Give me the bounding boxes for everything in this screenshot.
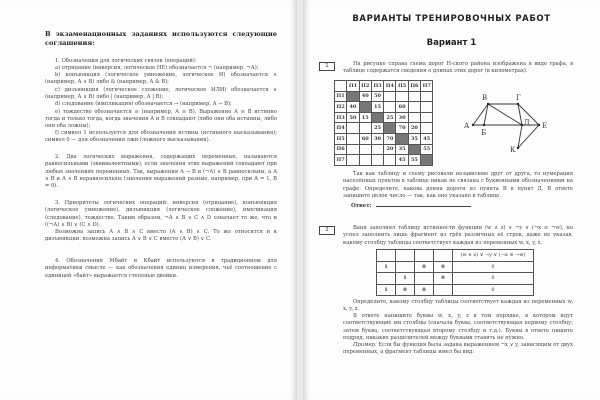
table-cell [396,250,415,262]
node-label-g: Г [516,94,521,102]
table-cell: П6 [335,144,347,155]
section-1b: b) конъюнкция (логическое умножение, логическое И) обозначается ∧ (например, А ∧ В) либо & (например, А & В); [45,72,277,86]
table-cell [384,91,396,102]
table-cell: 55 [421,144,433,155]
table-cell: 20 [384,144,396,155]
table-row [335,91,433,102]
table-cell: 0 [453,284,534,296]
table-cell [377,250,396,262]
table-cell: П3 [335,112,347,123]
table-cell: 20 [408,123,420,134]
table-cell: 60 [396,102,408,113]
node-label-v: В [482,94,488,102]
section-1f: f) символ 1 используется для обозначения истины (истинного высказывания); символ 0 — для обозначения лжи (ложного высказывания). [45,130,277,144]
task1-text: На рисунке справа схема дорог Н-ского района изображена в виде графа, в таблице содержатся сведения о длинах этих дорог (в километрах). [343,61,573,75]
table-cell: 0 [434,273,453,285]
table-row [335,102,433,113]
table-cell: 0 [453,273,534,285]
table-cell: П6 [408,81,420,92]
table-row [377,284,534,296]
table-cell [408,144,420,155]
table-cell: П7 [335,155,347,166]
table-cell: П1 [347,81,359,92]
node-label-d: Д [524,119,530,127]
table-cell [347,155,359,166]
table-cell: 1 [396,273,415,285]
node-label-k: К [510,146,516,154]
table-cell [347,123,359,134]
table-cell: П3 [371,81,383,92]
section-1e: e) тождество обозначается ≡ (например, А ≡ В). Выражение А ≡ В истинно тогда и только тогда, когда значения А и В совпадают (либо они оба истинны, либо они оба ложны); [45,108,277,130]
table-cell: 40 [359,91,371,102]
table-row [377,261,534,273]
table-cell: 45 [421,133,433,144]
table-cell: П7 [421,81,433,92]
table-cell [347,144,359,155]
section-1-title: 1. Обозначения для логических связок (операций): [55,58,197,64]
table-cell [371,144,383,155]
table-cell: П2 [359,81,371,92]
road-lengths-table [334,80,433,166]
section-2: 2. Два логических выражения, содержащих переменные, называются равносильными (эквивалентными), если значения этих выражений совпадают при любых значениях переменных. Так, выражения А → В и (¬А) ∨ В равносильны, а А ∨ В и А ∧ В неравносильны (значения выражений разные, например, при А = 1, В = 0). [45,154,277,190]
table-cell [396,261,415,273]
table-cell [415,250,434,262]
table-cell [408,112,420,123]
table-cell [359,144,371,155]
table-header-row [377,250,534,262]
table-cell: П4 [335,123,347,134]
table-cell: 40 [347,102,359,113]
task2-text: Ваня заполнял таблицу истинности функции (w ∧ z) ∨ ¬y ∨ (¬x ≡ ¬w), но успел заполнить лишь фрагмент из трёх различных её строк, даже не указав, какому столбцу таблицы соответствует каждая из переменных w, x, y, z. [343,225,573,246]
table-row [335,144,433,155]
section-1a: a) отрицание (инверсия, логическое НЕ) обозначается ¬ (например, ¬А); [55,65,259,71]
section-header: ВАРИАНТЫ ТРЕНИРОВОЧНЫХ РАБОТ [352,14,551,24]
table-cell [415,273,434,285]
table-cell [384,123,396,134]
section-4: 4. Обозначения Мбайт и Кбайт используются в традиционном для информатики смысле — как обозначения единиц измерения, чьё соотношение с единицей «байт» выражается степенью двойки. [45,258,277,279]
road-graph [440,80,580,170]
table-cell: 0 [415,284,434,296]
table-row [377,273,534,285]
table-cell: 45 [396,155,408,166]
table-cell [421,102,433,113]
table-cell [384,102,396,113]
table-cell: 15 [359,112,371,123]
table-cell: 70 [396,123,408,134]
answer-line[interactable] [376,206,471,207]
table-cell: 35 [396,144,408,155]
table-cell: 25 [384,112,396,123]
table-cell: 55 [408,155,420,166]
truth-table [376,249,534,296]
table-cell [421,123,433,134]
section-3-note: Возможна запись А ∧ В ∧ С вместо (А ∧ В) ∧ С. То же относится и к дизъюнкции: возможна запись А ∨ В ∨ С вместо (А ∨ В) ∨ С. [45,229,277,243]
node-label-e: Е [542,122,548,130]
table-cell [335,81,347,92]
table-cell [384,155,396,166]
table-row [335,155,433,166]
table-cell [396,91,408,102]
table-cell [421,155,433,166]
table-cell: 70 [384,133,396,144]
node-label-b: Б [481,129,487,137]
table-cell: 30 [371,133,383,144]
table-cell [359,155,371,166]
table-cell: 50 [371,91,383,102]
function-header: (w ∧ z) ∨ ¬y ∨ (¬x ≡ ¬w) [453,250,534,262]
table-cell: 50 [347,112,359,123]
table-cell: П4 [384,81,396,92]
table-cell: 1 [377,261,396,273]
task2-para1: Определите, какому столбцу таблицы соответствует каждая из переменных w, x, y, z. [343,299,573,313]
table-cell: 30 [396,112,408,123]
table-cell: 0 [434,261,453,273]
answer-label: Ответ: [351,203,372,209]
table-cell [359,102,371,113]
table-cell: 0 [415,261,434,273]
task2-example [343,342,573,357]
table-cell [421,91,433,102]
answer-field[interactable] [351,203,471,209]
table-cell [377,273,396,285]
conventions-intro: В экзаменационных заданиях используются следующие соглашения: [45,30,277,47]
table-row [335,123,433,134]
table-cell [371,112,383,123]
table-cell: 1 [377,284,396,296]
left-page [0,0,297,400]
table-cell [396,133,408,144]
table-cell: П5 [335,133,347,144]
table-cell [347,133,359,144]
table-cell [434,284,453,296]
table-header-row [335,81,433,92]
table-cell: 0 [453,261,534,273]
variant-title: Вариант 1 [426,38,477,48]
section-3: 3. Приоритеты логических операций: инверсия (отрицание), конъюнкция (логическое умножение), дизъюнкция (логическое сложение), импликация (следование), тождество. Таким образом, ¬А ∧ В ∨ С ∧ D означает то же, что и ((¬А) ∧ В) ∨ (С ∧ D). [45,200,277,228]
table-cell: 15 [371,102,383,113]
table-cell: П1 [335,91,347,102]
table-cell [347,91,359,102]
table-cell [408,91,420,102]
section-1d: d) следование (импликация) обозначается → (например, А → В); [55,101,232,107]
table-cell [371,155,383,166]
table-cell: 25 [371,123,383,134]
task-number-badge: 1 [319,62,335,71]
task2-para2: В ответе напишите буквы w, x, y, z в том порядке, в котором идут соответствующие им столбцы (сначала буква, соответствующая первому столбцу; затем буква, соответствующая второму столбцу и т.д.). Буквы в ответе пишите подряд, никаких разделителей между буквами ставить не нужно. [343,313,573,341]
section-1c: c) дизъюнкция (логическое сложение, логическое ИЛИ) обозначается ∨ (например, А ∨ В) либо | (например, А | В); [45,86,277,100]
table-cell [434,250,453,262]
example-text: Если бы функция была задана выражением ¬x ∨ y, зависящим от двух переменных, а фрагмент таблицы имел бы вид: [343,342,573,356]
table-cell: 60 [359,133,371,144]
table-cell [359,123,371,134]
table-cell [421,112,433,123]
table-cell: 0 [396,284,415,296]
table-cell: П5 [396,81,408,92]
task-number-badge: 2 [319,226,335,235]
table-cell [408,102,420,113]
example-label: Пример. [353,342,377,348]
table-row [335,112,433,123]
table-cell: 35 [408,133,420,144]
table-row [335,133,433,144]
node-label-a: А [464,122,470,130]
right-page [303,0,600,400]
task1-question: Так как таблицу и схему рисовали независимо друг от друга, то нумерация населённых пунктов в таблице никак не связана с буквенными обозначениями на графе. Определите, какова длина дороги из пункта В в пункт Д. В ответе запишите целое число — так, как оно указано в таблице. [343,171,573,199]
table-cell: П2 [335,102,347,113]
